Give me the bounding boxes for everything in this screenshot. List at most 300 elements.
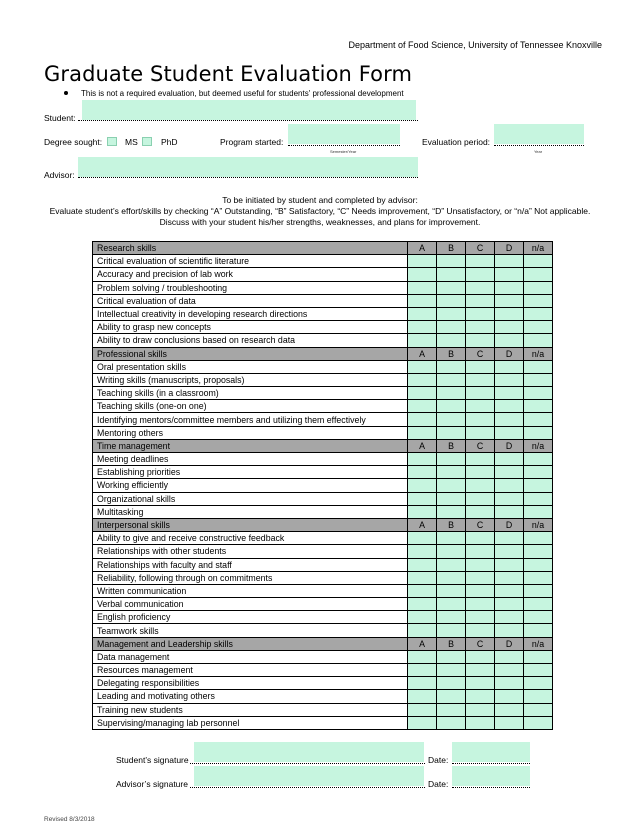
student-date-line [452,763,530,764]
grade-checkbox[interactable] [524,558,553,571]
grade-checkbox[interactable] [466,598,495,611]
grade-checkbox[interactable] [495,255,524,268]
grade-column-header: C [466,637,495,650]
grade-checkbox[interactable] [408,281,437,294]
grade-checkbox[interactable] [437,321,466,334]
skill-row [93,492,553,505]
grade-checkbox[interactable] [408,255,437,268]
grade-checkbox[interactable] [524,387,553,400]
skill-row [93,558,553,571]
grade-checkbox[interactable] [408,387,437,400]
grade-checkbox[interactable] [495,466,524,479]
instruction-line-3: Discuss with your student his/her strengths, weaknesses, and plans for improvement. [159,217,481,227]
grade-column-header: B [437,242,466,255]
grade-checkbox[interactable] [466,624,495,637]
grade-checkbox[interactable] [408,268,437,281]
grade-column-header: D [495,242,524,255]
grade-checkbox[interactable] [495,321,524,334]
grade-checkbox[interactable] [408,532,437,545]
grade-checkbox[interactable] [437,505,466,518]
grade-checkbox[interactable] [437,307,466,320]
grade-checkbox[interactable] [437,664,466,677]
grade-checkbox[interactable] [466,545,495,558]
grade-checkbox[interactable] [466,400,495,413]
skill-label: Establishing priorities [93,466,408,479]
grade-checkbox[interactable] [408,334,437,347]
section-header-row [93,518,553,531]
skill-label: Delegating responsibilities [93,677,408,690]
advisor-date-line [452,787,530,788]
grade-checkbox[interactable] [495,400,524,413]
skill-label: Relationships with other students [93,545,408,558]
grade-checkbox[interactable] [524,664,553,677]
grade-checkbox[interactable] [495,677,524,690]
grade-checkbox[interactable] [495,453,524,466]
grade-checkbox[interactable] [408,373,437,386]
degree-phd-checkbox[interactable] [142,137,152,146]
grade-checkbox[interactable] [408,466,437,479]
grade-checkbox[interactable] [408,624,437,637]
grade-checkbox[interactable] [495,716,524,729]
skill-label: Intellectual creativity in developing research directions [93,307,408,320]
grade-checkbox[interactable] [408,650,437,663]
section-title: Time management [93,439,408,452]
grade-checkbox[interactable] [524,321,553,334]
skill-label: Reliability, following through on commitments [93,571,408,584]
grade-checkbox[interactable] [466,413,495,426]
skill-row [93,611,553,624]
grade-checkbox[interactable] [524,690,553,703]
grade-checkbox[interactable] [495,479,524,492]
evaluation-table [92,241,553,730]
year-hint: Year [534,149,543,154]
grade-checkbox[interactable] [437,400,466,413]
grade-column-header: A [408,518,437,531]
grade-column-header: A [408,637,437,650]
grade-checkbox[interactable] [524,598,553,611]
skill-row [93,677,553,690]
department-name: Department of Food Science, University of Tennessee Knoxville [348,40,602,50]
grade-column-header: B [437,518,466,531]
skill-label: Training new students [93,703,408,716]
grade-column-header: n/a [524,518,553,531]
skill-label: English proficiency [93,611,408,624]
grade-checkbox[interactable] [495,268,524,281]
grade-checkbox[interactable] [495,492,524,505]
section-title: Professional skills [93,347,408,360]
skill-label: Oral presentation skills [93,360,408,373]
grade-checkbox[interactable] [437,584,466,597]
grade-checkbox[interactable] [524,492,553,505]
grade-checkbox[interactable] [437,255,466,268]
grade-checkbox[interactable] [495,624,524,637]
grade-checkbox[interactable] [495,545,524,558]
skill-row [93,479,553,492]
grade-checkbox[interactable] [524,545,553,558]
grade-checkbox[interactable] [408,545,437,558]
grade-checkbox[interactable] [437,677,466,690]
grade-checkbox[interactable] [466,360,495,373]
skill-label: Teaching skills (one-on one) [93,400,408,413]
skill-row [93,255,553,268]
degree-ms-checkbox[interactable] [107,137,117,146]
grade-checkbox[interactable] [466,281,495,294]
grade-checkbox[interactable] [408,492,437,505]
grade-checkbox[interactable] [437,453,466,466]
grade-checkbox[interactable] [495,690,524,703]
grade-checkbox[interactable] [437,268,466,281]
grade-checkbox[interactable] [524,413,553,426]
student-signature-label: Student’s signature [116,755,189,765]
skill-label: Critical evaluation of scientific literature [93,255,408,268]
grade-checkbox[interactable] [495,334,524,347]
grade-column-header: D [495,347,524,360]
grade-checkbox[interactable] [466,479,495,492]
student-date-input[interactable] [452,742,530,762]
grade-checkbox[interactable] [437,650,466,663]
grade-column-header: D [495,518,524,531]
grade-checkbox[interactable] [437,690,466,703]
skill-label: Teaching skills (in a classroom) [93,387,408,400]
instruction-line-1: To be initiated by student and completed by advisor: [222,195,418,205]
skill-label: Leading and motivating others [93,690,408,703]
advisor-signature-input[interactable] [194,766,424,786]
grade-checkbox[interactable] [495,598,524,611]
grade-checkbox[interactable] [495,532,524,545]
grade-checkbox[interactable] [466,571,495,584]
grade-checkbox[interactable] [495,558,524,571]
advisor-signature-label: Advisor’s signature [116,779,188,789]
grade-checkbox[interactable] [524,505,553,518]
skill-row [93,373,553,386]
grade-checkbox[interactable] [466,426,495,439]
grade-checkbox[interactable] [408,426,437,439]
skill-row [93,624,553,637]
grade-column-header: D [495,439,524,452]
skill-label: Mentoring others [93,426,408,439]
skill-row [93,400,553,413]
grade-column-header: C [466,347,495,360]
grade-checkbox[interactable] [437,492,466,505]
skill-row [93,466,553,479]
section-header-row [93,242,553,255]
grade-checkbox[interactable] [408,479,437,492]
grade-column-header: A [408,347,437,360]
skill-row [93,598,553,611]
evaluation-period-label: Evaluation period: [422,137,491,147]
grade-checkbox[interactable] [524,360,553,373]
grade-checkbox[interactable] [437,611,466,624]
skill-row [93,334,553,347]
grade-checkbox[interactable] [524,703,553,716]
skill-label: Resources management [93,664,408,677]
grade-column-header: D [495,637,524,650]
grade-checkbox[interactable] [466,664,495,677]
degree-phd-label: PhD [161,137,178,147]
skill-row [93,505,553,518]
grade-checkbox[interactable] [408,360,437,373]
grade-checkbox[interactable] [408,505,437,518]
skill-row [93,426,553,439]
grade-column-header: n/a [524,242,553,255]
grade-checkbox[interactable] [437,532,466,545]
skill-label: Supervising/managing lab personnel [93,716,408,729]
grade-checkbox[interactable] [466,611,495,624]
advisor-label: Advisor: [44,170,75,180]
student-line [78,120,418,121]
grade-column-header: n/a [524,439,553,452]
skill-label: Writing skills (manuscripts, proposals) [93,373,408,386]
grade-checkbox[interactable] [437,466,466,479]
section-title: Management and Leadership skills [93,637,408,650]
grade-checkbox[interactable] [524,334,553,347]
skill-label: Identifying mentors/committee members and utilizing them effectively [93,413,408,426]
grade-checkbox[interactable] [495,584,524,597]
grade-column-header: n/a [524,347,553,360]
degree-label: Degree sought: [44,137,103,147]
skill-row [93,413,553,426]
grade-checkbox[interactable] [524,532,553,545]
grade-checkbox[interactable] [437,426,466,439]
grade-column-header: A [408,439,437,452]
student-label: Student: [44,113,76,123]
grade-checkbox[interactable] [408,584,437,597]
section-header-row [93,637,553,650]
skill-row [93,453,553,466]
skill-row [93,716,553,729]
grade-checkbox[interactable] [524,611,553,624]
skill-row [93,571,553,584]
grade-checkbox[interactable] [495,387,524,400]
skill-row [93,387,553,400]
grade-checkbox[interactable] [408,677,437,690]
advisor-date-input[interactable] [452,766,530,786]
degree-ms-label: MS [125,137,138,147]
grade-checkbox[interactable] [466,703,495,716]
grade-checkbox[interactable] [524,624,553,637]
grade-checkbox[interactable] [524,268,553,281]
grade-column-header: B [437,637,466,650]
grade-checkbox[interactable] [466,321,495,334]
student-input[interactable] [82,100,416,120]
grade-checkbox[interactable] [437,716,466,729]
instruction-line-2: Evaluate student’s effort/skills by checking “A” Outstanding, “B” Satisfactory, “C” Needs improvement, “D” Unsatisfactory, or “n/a” Not applicable. [49,206,591,216]
skill-label: Meeting deadlines [93,453,408,466]
grade-column-header: C [466,242,495,255]
skill-row [93,281,553,294]
grade-checkbox[interactable] [408,664,437,677]
grade-checkbox[interactable] [495,703,524,716]
grade-checkbox[interactable] [437,387,466,400]
skill-label: Verbal communication [93,598,408,611]
grade-column-header: B [437,347,466,360]
skill-label: Data management [93,650,408,663]
grade-checkbox[interactable] [495,571,524,584]
grade-checkbox[interactable] [437,479,466,492]
grade-checkbox[interactable] [437,281,466,294]
student-signature-line [190,763,425,764]
grade-checkbox[interactable] [437,545,466,558]
grade-checkbox[interactable] [495,281,524,294]
skill-row [93,650,553,663]
skill-label: Ability to grasp new concepts [93,321,408,334]
skill-row [93,584,553,597]
grade-checkbox[interactable] [495,413,524,426]
grade-checkbox[interactable] [408,611,437,624]
grade-checkbox[interactable] [408,598,437,611]
skill-row [93,268,553,281]
skill-label: Ability to give and receive constructive feedback [93,532,408,545]
grade-checkbox[interactable] [408,294,437,307]
program-started-label: Program started: [220,137,284,147]
grade-checkbox[interactable] [437,373,466,386]
advisor-signature-line [190,787,425,788]
skill-row [93,545,553,558]
grade-checkbox[interactable] [437,571,466,584]
grade-checkbox[interactable] [437,703,466,716]
grade-checkbox[interactable] [495,360,524,373]
grade-checkbox[interactable] [466,650,495,663]
grade-checkbox[interactable] [524,255,553,268]
grade-checkbox[interactable] [408,690,437,703]
grade-checkbox[interactable] [408,321,437,334]
grade-checkbox[interactable] [437,598,466,611]
grade-checkbox[interactable] [437,413,466,426]
student-date-label: Date: [428,755,449,765]
note-bullet [64,89,404,98]
skill-label: Written communication [93,584,408,597]
grade-checkbox[interactable] [524,373,553,386]
grade-checkbox[interactable] [524,466,553,479]
grade-checkbox[interactable] [466,387,495,400]
skill-label: Accuracy and precision of lab work [93,268,408,281]
grade-checkbox[interactable] [437,624,466,637]
grade-column-header: C [466,439,495,452]
grade-checkbox[interactable] [524,307,553,320]
skill-row [93,321,553,334]
grade-checkbox[interactable] [524,716,553,729]
skill-label: Problem solving / troubleshooting [93,281,408,294]
grade-checkbox[interactable] [466,690,495,703]
grade-column-header: C [466,518,495,531]
grade-checkbox[interactable] [408,558,437,571]
evaluation-period-input[interactable] [494,124,584,144]
grade-checkbox[interactable] [524,294,553,307]
grade-checkbox[interactable] [466,373,495,386]
grade-checkbox[interactable] [408,453,437,466]
skill-row [93,703,553,716]
section-title: Research skills [93,242,408,255]
grade-checkbox[interactable] [408,703,437,716]
grade-checkbox[interactable] [524,426,553,439]
grade-checkbox[interactable] [524,584,553,597]
revised-date: Revised 8/3/2018 [44,816,95,823]
skill-label: Critical evaluation of data [93,294,408,307]
grade-checkbox[interactable] [466,255,495,268]
grade-checkbox[interactable] [524,650,553,663]
grade-checkbox[interactable] [466,453,495,466]
grade-checkbox[interactable] [437,360,466,373]
grade-checkbox[interactable] [466,716,495,729]
grade-column-header: A [408,242,437,255]
grade-checkbox[interactable] [524,453,553,466]
note-text: This is not a required evaluation, but deemed useful for students' professional development [81,89,404,98]
form-title: Graduate Student Evaluation Form [44,62,413,86]
grade-checkbox[interactable] [495,664,524,677]
skill-label: Ability to draw conclusions based on research data [93,334,408,347]
section-header-row [93,347,553,360]
skill-row [93,690,553,703]
program-started-line [288,145,400,146]
grade-checkbox[interactable] [466,466,495,479]
skill-row [93,307,553,320]
grade-checkbox[interactable] [495,294,524,307]
grade-checkbox[interactable] [495,505,524,518]
grade-checkbox[interactable] [466,268,495,281]
grade-checkbox[interactable] [495,650,524,663]
grade-checkbox[interactable] [466,532,495,545]
semester-year-hint: Semester/Year [330,149,357,154]
grade-checkbox[interactable] [408,716,437,729]
grade-checkbox[interactable] [437,334,466,347]
grade-checkbox[interactable] [466,558,495,571]
skill-row [93,532,553,545]
grade-checkbox[interactable] [495,426,524,439]
grade-checkbox[interactable] [437,558,466,571]
grade-checkbox[interactable] [524,400,553,413]
student-signature-input[interactable] [194,742,424,762]
grade-checkbox[interactable] [466,307,495,320]
grade-checkbox[interactable] [495,373,524,386]
grade-checkbox[interactable] [408,413,437,426]
grade-column-header: B [437,439,466,452]
grade-checkbox[interactable] [495,611,524,624]
skill-label: Relationships with faculty and staff [93,558,408,571]
skill-row [93,664,553,677]
section-title: Interpersonal skills [93,518,408,531]
grade-column-header: n/a [524,637,553,650]
skill-row [93,294,553,307]
grade-checkbox[interactable] [466,584,495,597]
grade-checkbox[interactable] [524,571,553,584]
grade-checkbox[interactable] [466,677,495,690]
grade-checkbox[interactable] [524,677,553,690]
skill-row [93,360,553,373]
skill-label: Multitasking [93,505,408,518]
grade-checkbox[interactable] [437,294,466,307]
program-started-input[interactable] [288,124,400,144]
bullet-icon [64,91,68,95]
grade-checkbox[interactable] [466,294,495,307]
grade-checkbox[interactable] [495,307,524,320]
grade-checkbox[interactable] [466,505,495,518]
grade-checkbox[interactable] [466,492,495,505]
skill-label: Teamwork skills [93,624,408,637]
advisor-input[interactable] [78,157,418,177]
advisor-date-label: Date: [428,779,449,789]
grade-checkbox[interactable] [524,281,553,294]
evaluation-period-line [494,145,584,146]
grade-checkbox[interactable] [408,571,437,584]
skill-label: Organizational skills [93,492,408,505]
grade-checkbox[interactable] [524,479,553,492]
skill-label: Working efficiently [93,479,408,492]
section-header-row [93,439,553,452]
advisor-line [78,177,418,178]
grade-checkbox[interactable] [466,334,495,347]
grade-checkbox[interactable] [408,307,437,320]
grade-checkbox[interactable] [408,400,437,413]
